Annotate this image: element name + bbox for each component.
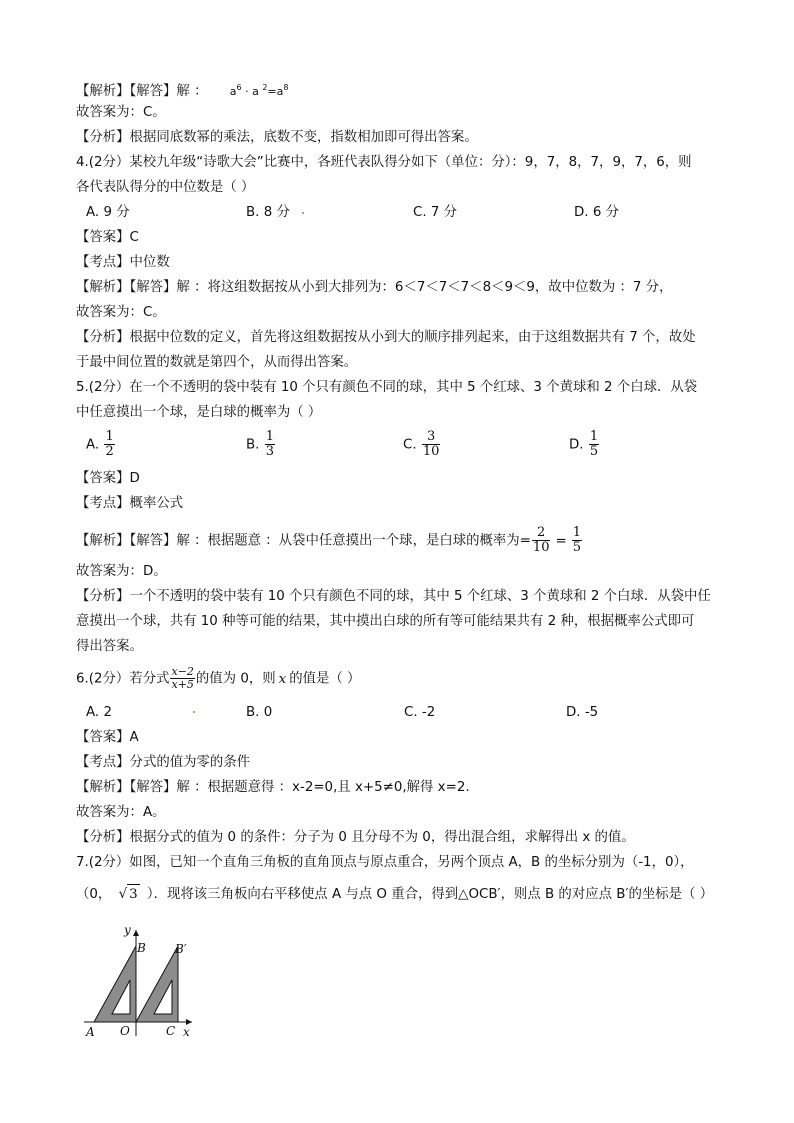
q3-answer-line: 故答案为：C。 [76,105,166,120]
fraction: $\frac{3}{10}$ [422,429,440,459]
q4-answer-key: 【答案】C [76,230,139,245]
q5-answer-key: 【答案】D [76,471,140,486]
q6-option-b: B. 0 [246,705,273,720]
q4-option-b: B. 8 分 [246,205,290,220]
q6-option-d: D. -5 [566,705,599,720]
q6-answer-key: 【答案】A [76,730,139,745]
q7-stem-line2: （0， √ 3 ）．现将该三角板向右平移使点 A 与点 O 重合，得到△OCB′，则点 B 的对应点 B′的坐标是（ ） [76,884,713,905]
fraction: $\frac{x-2}{x+5}$ [171,665,194,691]
fraction: $\frac{1}{5}$ [572,525,581,555]
q5-analysis-line2: 意摸出一个球，共有 10 种等可能的结果，其中摸出白球的所有等可能结果共有 2 种，根据概率公式即可 [76,614,695,629]
q4-stem-line1: 4.(2分）某校九年级“诗歌大会”比赛中，各班代表队得分如下（单位：分）：9，7，8，7，9，7，6，则 [76,155,692,170]
q3-analysis-line: 【分析】根据同底数幂的乘法，底数不变，指数相加即可得出答案。 [76,130,478,145]
q6-stem: 6.(2分）若分式 $\frac{x-2}{x+5}$ 的值为 0，则 x 的值是（ ） [76,665,361,691]
label-o: O [120,1024,130,1038]
q6-topic: 【考点】分式的值为零的条件 [76,755,251,770]
fraction: $\frac{1}{3}$ [265,429,274,459]
q5-option-c: C. $\frac{3}{10}$ [403,429,440,459]
q5-solution: 【解析】【解答】解 ：根据题意 ：从袋中任意摸出一个球，是白球的概率为= $\frac{2}{10}$ = $\frac{1}{5}$ [76,525,581,555]
q6-analysis: 【分析】根据分式的值为 0 的条件：分子为 0 且分母不为 0，得出混合组，求解得出 x 的值。 [76,830,635,845]
q6-solution: 【解析】【解答】解 ：根据题意得 ：x-2=0,且 x+5≠0,解得 x=2. [76,780,470,795]
label-c: C [166,1024,176,1038]
q4-solution: 【解析】【解答】解 ：将这组数据按从小到大排列为：6＜7＜7＜7＜8＜9＜9，故中位数为 ：7 分， [76,280,673,295]
fraction: $\frac{1}{5}$ [589,429,599,459]
q5-option-a: A. $\frac{1}{2}$ [86,429,114,459]
q3-exp-2: 2 [262,83,268,92]
label-y: y [124,923,131,937]
q5-stem-line2: 中任意摸出一个球，是白球的概率为（ ） [76,405,322,420]
q6-final-answer: 故答案为：A。 [76,805,166,820]
q6-option-a: A. 2 [86,705,112,720]
triangle-translation-figure [80,922,210,1042]
q3-jiexi-prefix: 【解析】【解答】解 ： [76,84,208,99]
q4-analysis-line2: 于最中间位置的数就是第四个，从而得出答案。 [76,355,358,370]
q4-final-answer: 故答案为：C。 [76,305,166,320]
label-b: B [137,941,146,955]
q6-option-c: C. -2 [404,705,436,720]
q5-analysis-line3: 得出答案。 [76,639,143,654]
q5-analysis-line1: 【分析】一个不透明的袋中装有 10 个只有颜色不同的球，其中 5 个红球、3 个黄球和 2 个白球．从袋中任 [76,589,711,604]
label-b-prime: B′ [175,942,187,956]
speck-mark [193,711,195,713]
q3-expr-mid: · a [241,85,263,98]
q5-final-answer: 故答案为：D。 [76,564,167,579]
q4-option-a: A. 9 分 [86,205,130,220]
variable-x: x [278,671,287,687]
q5-option-d: D. $\frac{1}{5}$ [569,429,599,459]
q4-stem-line2: 各代表队得分的中位数是（ ） [76,180,255,195]
y-axis-arrow [133,930,139,936]
label-a: A [86,1025,95,1039]
sqrt-expression: √ 3 [119,884,140,905]
q4-option-d: D. 6 分 [574,205,619,220]
q5-option-b: B. $\frac{1}{3}$ [246,429,274,459]
q3-exp-8: 8 [283,83,289,92]
q4-topic: 【考点】中位数 [76,255,170,270]
q3-expr-eq: =a [267,85,284,98]
fraction: $\frac{1}{2}$ [105,429,114,459]
q3-jiexi-line [76,78,288,102]
q7-stem-line1: 7.(2分）如图，已知一个直角三角板的直角顶点与原点重合，另两个顶点 A，B 的坐标分别为（-1，0）， [76,855,694,870]
q4-analysis-line1: 【分析】根据中位数的定义，首先将这组数据按从小到大的顺序排列起来，由于这组数据共有 7 个，故处 [76,330,696,345]
q3-exp-6: 6 [236,83,242,92]
q5-stem-line1: 5.(2分）在一个不透明的袋中装有 10 个只有颜色不同的球，其中 5 个红球、3 个黄球和 2 个白球．从袋 [76,380,698,395]
fraction: $\frac{2}{10}$ [532,525,550,555]
q5-topic: 【考点】概率公式 [76,496,184,511]
q4-option-c: C. 7 分 [413,205,458,220]
q3-expr-a: a [229,85,237,98]
speck-mark [302,212,304,214]
label-x: x [183,1025,190,1039]
